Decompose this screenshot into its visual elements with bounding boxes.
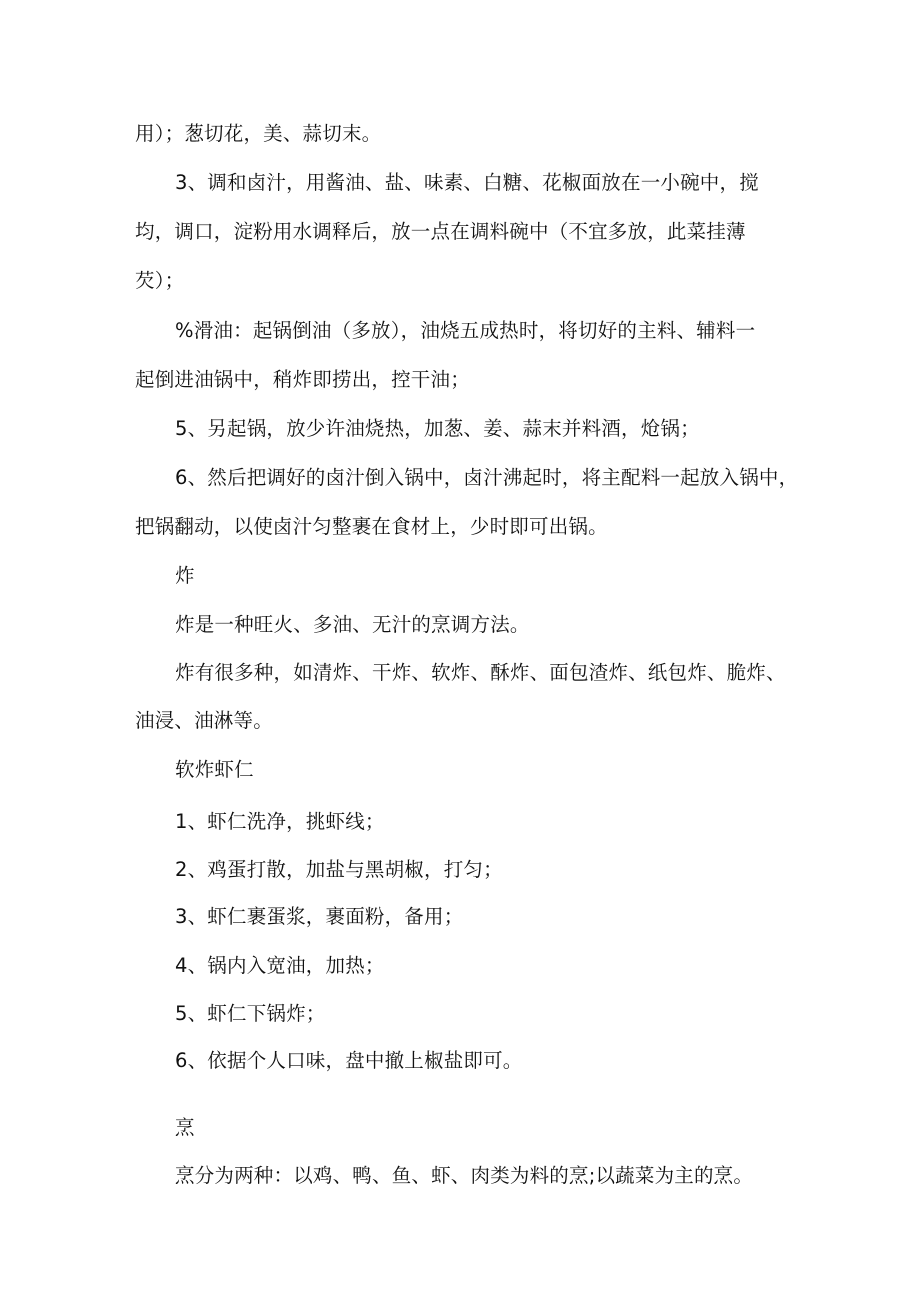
text-line: 把锅翻动，以使卤汁匀整裹在食材上，少时即可出锅。 <box>135 515 608 538</box>
list-item: 1、虾仁洗净，挑虾线； <box>175 810 385 833</box>
section-heading: 炸 <box>175 564 195 587</box>
text-line: 炸有很多种，如清炸、干炸、软炸、酥炸、面包渣炸、纸包炸、脆炸、 <box>175 661 786 684</box>
text-line: 油浸、油淋等。 <box>135 709 273 732</box>
text-line: 芡）； <box>135 269 185 292</box>
text-line: 炸是一种旺火、多油、无汁的烹调方法。 <box>175 613 530 636</box>
text-line: 起倒进油锅中，稍炸即捞出，控干油； <box>135 368 470 391</box>
text-line: 用）；葱切花，美、蒜切末。 <box>135 122 382 145</box>
text-line: 烹分为两种：以鸡、鸭、鱼、虾、肉类为料的烹;以蔬菜为主的烹。 <box>175 1164 754 1187</box>
text-line: 3、调和卤汁，用酱油、盐、味素、白糖、花椒面放在一小碗中，搅 <box>175 171 759 194</box>
list-item: 5、虾仁下锅炸； <box>175 1002 326 1025</box>
section-heading: 软炸虾仁 <box>175 758 254 781</box>
list-item: 6、依据个人口味，盘中撤上椒盐即可。 <box>175 1049 523 1072</box>
list-item: 4、锅内入宽油，加热； <box>175 954 385 977</box>
text-line: %滑油：起锅倒油（多放），油烧五成热时，将切好的主料、辅料一 <box>175 319 756 342</box>
list-item: 3、虾仁裹蛋浆，裹面粉，备用； <box>175 905 464 928</box>
text-line: 均，调口，淀粉用水调释后，放一点在调料碗中（不宜多放，此菜挂薄 <box>135 220 746 243</box>
text-line: 5、另起锅，放少许油烧热，加葱、姜、蒜末并料酒，炝锅； <box>175 417 700 440</box>
section-heading: 烹 <box>175 1116 195 1139</box>
list-item: 2、鸡蛋打散，加盐与黑胡椒，打匀； <box>175 858 503 881</box>
text-line: 6、然后把调好的卤汁倒入锅中，卤汁沸起时，将主配料一起放入锅中， <box>175 466 799 489</box>
